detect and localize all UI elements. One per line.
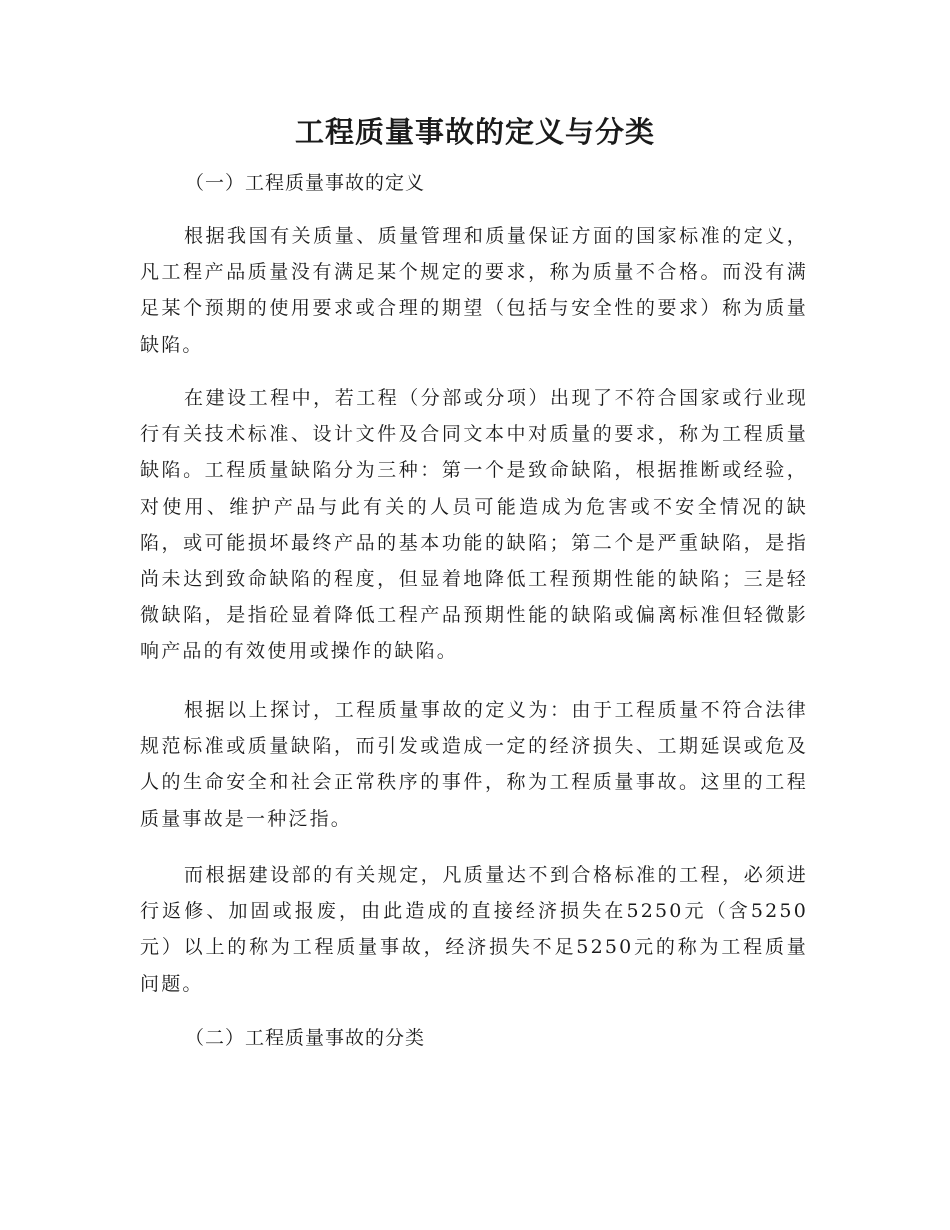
paragraph-defect-types: 在建设工程中，若工程（分部或分项）出现了不符合国家或行业现行有关技术标准、设计文件及合同文本中对质量的要求，称为工程质量缺陷。工程质量缺陷分为三种：第一个是致命缺陷，根据推断或经验，对使用、维护产品与此有关的人员可能造成为危害或不安全情况的缺陷，或可能损坏最终产品的基本功能的缺陷；第二个是严重缺陷，是指尚未达到致命缺陷的程度，但显着地降低工程预期性能的缺陷；三是轻微缺陷，是指砼显着降低工程产品预期性能的缺陷或偏离标准但轻微影响产品的有效使用或操作的缺陷。 bbox=[140, 387, 808, 663]
section-heading-classification: （二）工程质量事故的分类 bbox=[185, 1027, 426, 1049]
document-title: 工程质量事故的定义与分类 bbox=[294, 115, 655, 149]
paragraph-quality-defect-definition: 根据我国有关质量、质量管理和质量保证方面的国家标准的定义，凡工程产品质量没有满足某个规定的要求，称为质量不合格。而没有满足某个预期的使用要求或合理的期望（包括与安全性的要求）称为质量缺陷。 bbox=[140, 225, 808, 356]
section-heading-definition: （一）工程质量事故的定义 bbox=[185, 172, 426, 194]
paragraph-accident-definition: 根据以上探讨，工程质量事故的定义为：由于工程质量不符合法律规范标准或质量缺陷，而引发或造成一定的经济损失、工期延误或危及人的生命安全和社会正常秩序的事件，称为工程质量事故。这里的工程质量事故是一种泛指。 bbox=[140, 699, 808, 830]
paragraph-ministry-regulation: 而根据建设部的有关规定，凡质量达不到合格标准的工程，必须进行返修、加固或报废，由此造成的直接经济损失在5250元（含5250元）以上的称为工程质量事故，经济损失不足5250元的称为工程质量问题。 bbox=[140, 864, 808, 995]
